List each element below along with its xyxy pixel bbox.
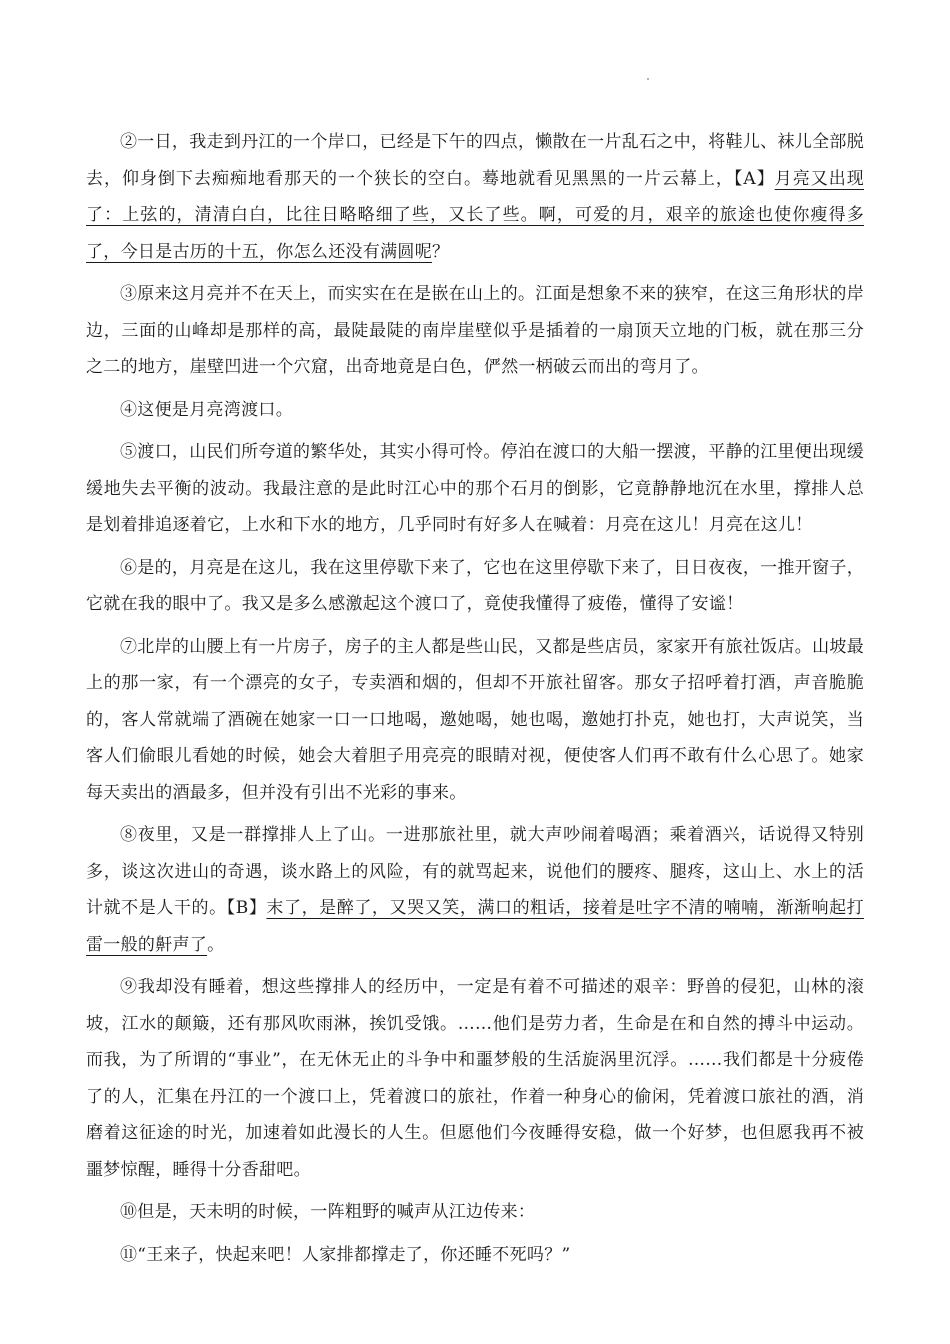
paragraph-2 [86, 124, 864, 270]
paragraph-2-text: ②一日，我走到丹江的一个岸口，已经是下午的四点，懒散在一片乱石之中，将鞋儿、袜儿全部脱去，仰身倒下去痴痴地看那天的一个狭长的空白。蓦地就看见黑黑的一片云幕上， [86, 132, 864, 189]
paragraph-3: ③原来这月亮并不在天上，而实实在在是嵌在山上的。江面是想象不来的狭窄，在这三角形状的岸边，三面的山峰却是那样的高，最陡最陡的南岸崖壁似乎是插着的一扇顶天立地的门板，就在那三分之二的地方，崖壁凹进一个穴窟，出奇地竟是白色，俨然一柄破云而出的弯月了。 [86, 284, 864, 377]
marker-b: 【B】 [226, 898, 267, 918]
paragraph-5: ⑤渡口，山民们所夸道的繁华处，其实小得可怜。停泊在渡口的大船一摆渡，平静的江里便出现缓缓地失去平衡的波动。我最注意的是此时江心中的那个石月的倒影，它竟静静地沉在水里，撑排人总是划着排追逐着它，上水和下水的地方，几乎同时有好多人在喊着：月亮在这儿！月亮在这儿！ [86, 442, 864, 535]
paragraph-4: ④这便是月亮湾渡口。 [120, 399, 293, 420]
paragraph-7: ⑦北岸的山腰上有一片房子，房子的主人都是些山民，又都是些店员，家家开有旅社饭店。山坡最上的那一家，有一个漂亮的女子，专卖酒和烟的，但却不开旅社留客。那女子招呼着打酒，声音脆脆的，客人常就端了酒碗在她家一口一口地喝，邀她喝，她也喝，邀她打扑克，她也打，大声说笑，当客人们偷眼儿看她的时候，她会大着胆子用亮亮的眼睛对视，便使客人们再不敢有什么心思了。她家每天卖出的酒最多，但并没有引出不光彩的事来。 [86, 636, 864, 803]
underlined-passage-b: 末了，是醉了，又哭又笑，满口的粗话，接着是吐字不清的喃喃，渐渐响起打雷一般的鼾声了 [86, 898, 864, 955]
paragraph-8 [86, 817, 864, 963]
page-dot [647, 78, 649, 80]
paragraph-6: ⑥是的，月亮是在这儿，我在这里停歇下来了，它也在这里停歇下来了，日日夜夜，一推开窗子，它就在我的眼中了。我又是多么感激起这个渡口了，竟使我懂得了疲倦，懂得了安谧！ [86, 557, 864, 614]
paragraph-10: ⑩但是，天未明的时候，一阵粗野的喊声从江边传来： [120, 1202, 536, 1222]
paragraph-8-text: ⑧夜里，又是一群撑排人上了山。一进那旅社里，就大声吵闹着喝酒；乘着酒兴，话说得又特别多，谈这次进山的奇遇，谈水路上的风险，有的就骂起来，说他们的腰疼、腿疼，这山上、水上的活计就不是人干的。 [86, 825, 864, 918]
article-body [86, 124, 864, 1279]
paragraph-11: ⑪“王来子，快起来吧！人家排都撑走了，你还睡不死吗？” [120, 1244, 571, 1265]
paragraph-2-end: ？ [432, 241, 450, 262]
marker-a: 【A】 [733, 168, 775, 189]
underlined-passage-a: 月亮又出现了：上弦的，清清白白，比往日略略细了些，又长了些。啊，可爱的月，艰辛的旅途也使你瘦得多了，今日是古历的十五，你怎么还没有满圆呢 [86, 168, 864, 262]
paragraph-8-end: 。 [207, 934, 225, 955]
paragraph-9: ⑨我却没有睡着，想这些撑排人的经历中，一定是有着不可描述的艰辛：野兽的侵犯，山林的滚坡，江水的颠簸，还有那风吹雨淋，挨饥受饿。……他们是劳力者，生命是在和自然的搏斗中运动。而我，为了所谓的“事业”，在无休无止的斗争中和噩梦般的生活旋涡里沉浮。……我们都是十分疲倦了的人，汇集在丹江的一个渡口上，凭着渡口的旅社，作着一种身心的偷闲，凭着渡口旅社的酒，消磨着这征途的时光，加速着如此漫长的人生。但愿他们今夜睡得安稳，做一个好梦，也但愿我再不被噩梦惊醒，睡得十分香甜吧。 [86, 977, 864, 1180]
